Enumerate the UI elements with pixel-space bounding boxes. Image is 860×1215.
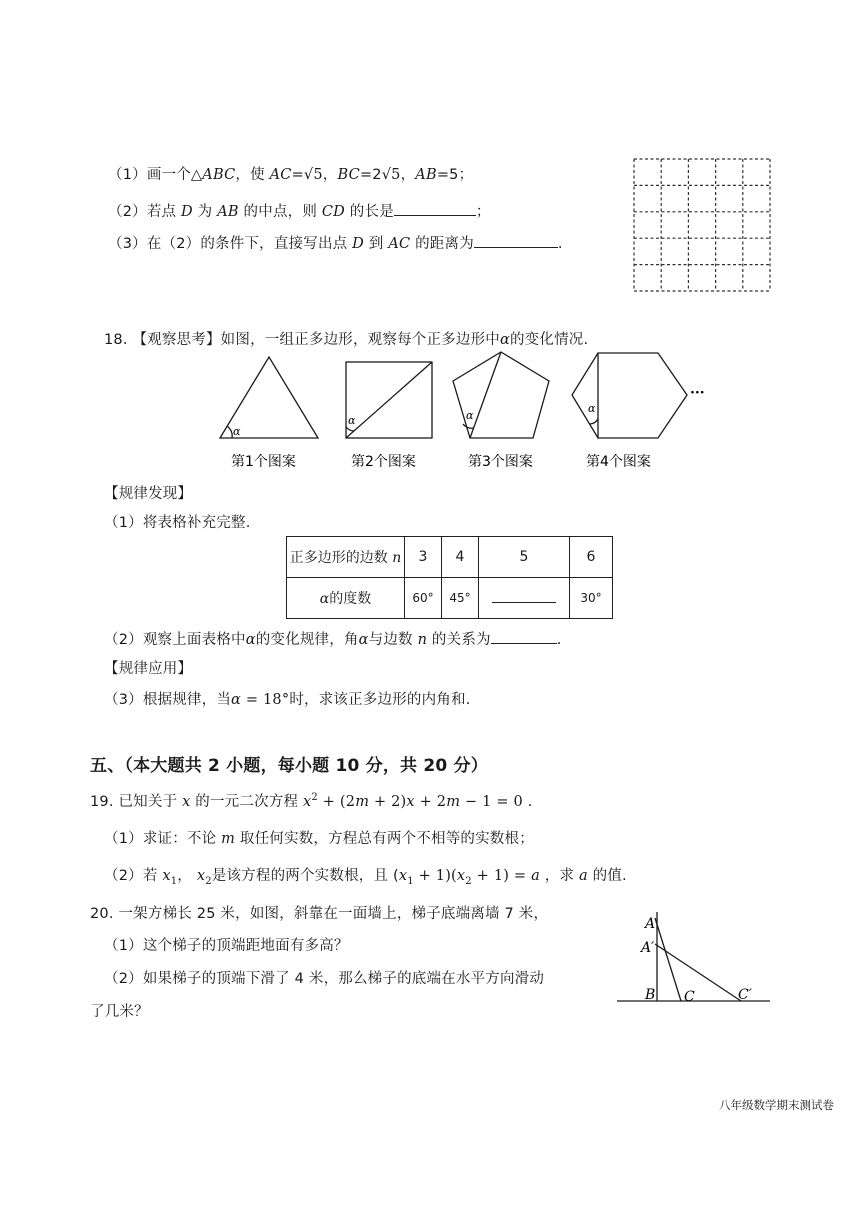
table-cell: 4 xyxy=(442,537,479,578)
q19-part1: （1）求证：不论 m 取任何实数，方程总有两个不相等的实数根； xyxy=(104,831,534,847)
label-a: A xyxy=(645,916,656,932)
q18-sub1: （1）将表格补充完整. xyxy=(104,515,251,531)
table-cell: 60° xyxy=(405,578,442,619)
caption-1: 第1个图案 xyxy=(231,454,296,470)
caption-2: 第2个图案 xyxy=(351,454,416,470)
alpha-label-4: α xyxy=(588,402,596,415)
label-a-prime: A′ xyxy=(641,940,655,956)
ellipsis: ··· xyxy=(690,385,705,401)
table-row2-label: α的度数 xyxy=(287,578,405,619)
heading-rule-discovery: 【规律发现】 xyxy=(104,486,193,502)
caption-4: 第4个图案 xyxy=(586,454,651,470)
q20-part2: （2）如果梯子的顶端下滑了 4 米，那么梯子的底端在水平方向滑动 xyxy=(104,971,545,987)
page-footer: 八年级数学期末测试卷 xyxy=(719,1098,834,1112)
label-c: C xyxy=(684,989,695,1005)
heading-rule-application: 【规律应用】 xyxy=(104,661,193,677)
q17-part3: （3）在（2）的条件下，直接写出点 D 到 AC 的距离为 . xyxy=(108,236,563,252)
table-cell: 45° xyxy=(442,578,479,619)
alpha-label-2: α xyxy=(348,414,356,427)
table-cell: 30° xyxy=(570,578,613,619)
table-cell: 3 xyxy=(405,537,442,578)
q17-part1: （1）画一个△ABC，使 AC=√5，BC=2√5，AB=5； xyxy=(108,167,474,183)
label-c-prime: C′ xyxy=(738,987,752,1003)
q20-stem: 20. 一架方梯长 25 米，如图，斜靠在一面墙上，梯子底端离墙 7 米， xyxy=(90,906,549,922)
table-cell: 5 xyxy=(479,537,570,578)
q18-sub3: （3）根据规律，当α = 18°时，求该正多边形的内角和. xyxy=(104,692,471,708)
q19-stem: 19. 已知关于 x 的一元二次方程 $x^2 + (2m + 2)x + 2m - 1 = 0$ . xyxy=(90,792,533,810)
section-5-title: 五、（本大题共 2 小题，每小题 10 分，共 20 分） xyxy=(90,756,488,776)
label-b: B xyxy=(645,987,656,1003)
alpha-label-1: α xyxy=(233,425,241,438)
table-cell: 6 xyxy=(570,537,613,578)
q18-title: 18. 【观察思考】如图，一组正多边形，观察每个正多边形中α的变化情况. xyxy=(104,332,589,348)
q17-part2: （2）若点 D 为 AB 的中点，则 CD 的长是 ； xyxy=(108,204,491,220)
q18-sub2: （2）观察上面表格中α的变化规律，角α与边数 n 的关系为 . xyxy=(104,632,562,648)
q20-part1: （1）这个梯子的顶端距地面有多高？ xyxy=(104,938,349,954)
alpha-label-3: α xyxy=(466,409,474,422)
table-row1-label: 正多边形的边数 n xyxy=(287,537,405,578)
q19-part2: （2）若 $x_1$， $x_2$是该方程的两个实数根，且 $(x_1 + 1)(x_2 + 1) = a$ ，求 a 的值. xyxy=(104,868,627,887)
caption-3: 第3个图案 xyxy=(468,454,533,470)
q20-part2-cont: 了几米？ xyxy=(90,1004,149,1020)
